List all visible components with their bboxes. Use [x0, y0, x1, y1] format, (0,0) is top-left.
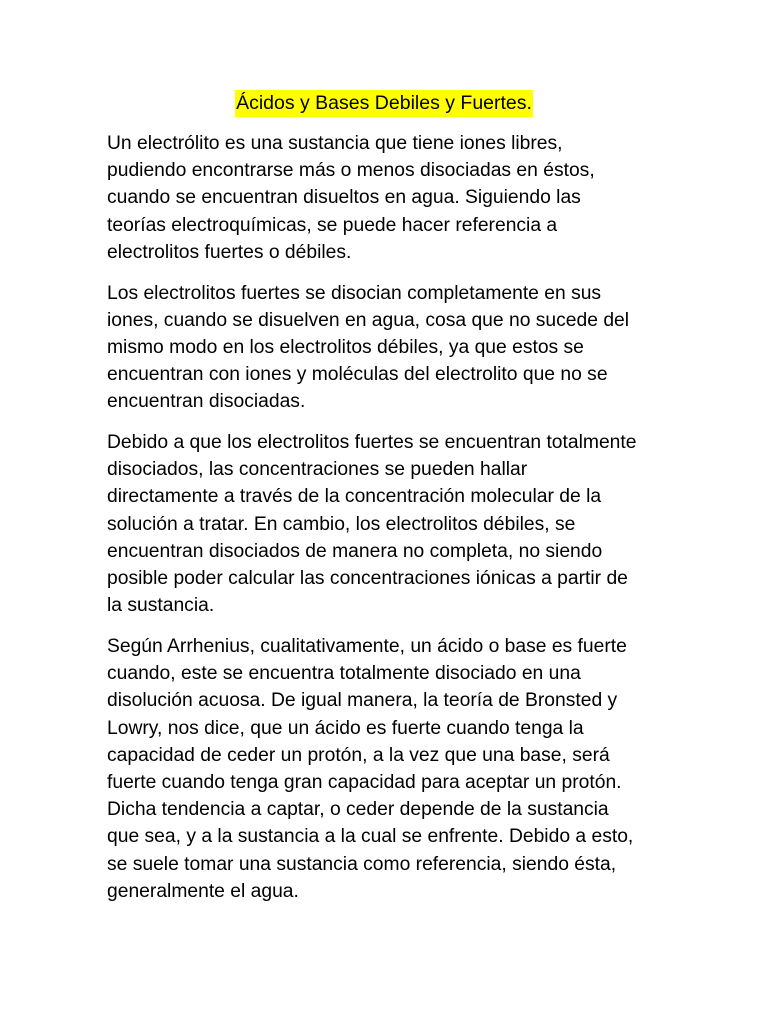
paragraph-arrhenius-bronsted: Según Arrhenius, cualitativamente, un ácido o base es fuerte cuando, este se encuentra totalmente disociado en una disolución acuosa. De igual manera, la teoría de Bronsted y Lowry, nos dice, que un ácido es fuerte cuando tenga la capacidad de ceder un protón, a la vez que una base, será fuerte cuando tenga gran capacidad para aceptar un protón. Dicha tendencia a captar, o ceder depende de la sustancia que sea, y a la sustancia a la cual se enfrente. Debido a esto, se suele tomar una sustancia como referencia, siendo ésta, generalmente el agua.	[107, 635, 634, 902]
paragraph-electrolito-definicion: Un electrólito es una sustancia que tiene iones libres, pudiendo encontrarse más o menos disociadas en éstos, cuando se encuentran disueltos en agua. Siguiendo las teorías electroquímicas, se puede hacer referencia a electrolitos fuertes o débiles.	[107, 133, 595, 263]
paragraph-electrolitos-fuertes: Los electrolitos fuertes se disocian completamente en sus iones, cuando se disuelven en agua, cosa que no sucede del mismo modo en los electrolitos débiles, ya que estos se encuentran con iones y moléculas del electrolito que no se encuentran disociadas.	[107, 282, 630, 413]
title-container	[0, 90, 768, 117]
paragraph-concentraciones: Debido a que los electrolitos fuertes se encuentran totalmente disociados, las concentraciones se pueden hallar directamente a través de la concentración molecular de la solución a tratar. En cambio, los electrolitos débiles, se encuentran disociados de manera no completa, no siendo posible poder calcular las concentraciones iónicas a partir de la sustancia.	[107, 432, 637, 617]
document-body	[107, 130, 667, 918]
document-title: Ácidos y Bases Debiles y Fuertes.	[235, 90, 533, 117]
